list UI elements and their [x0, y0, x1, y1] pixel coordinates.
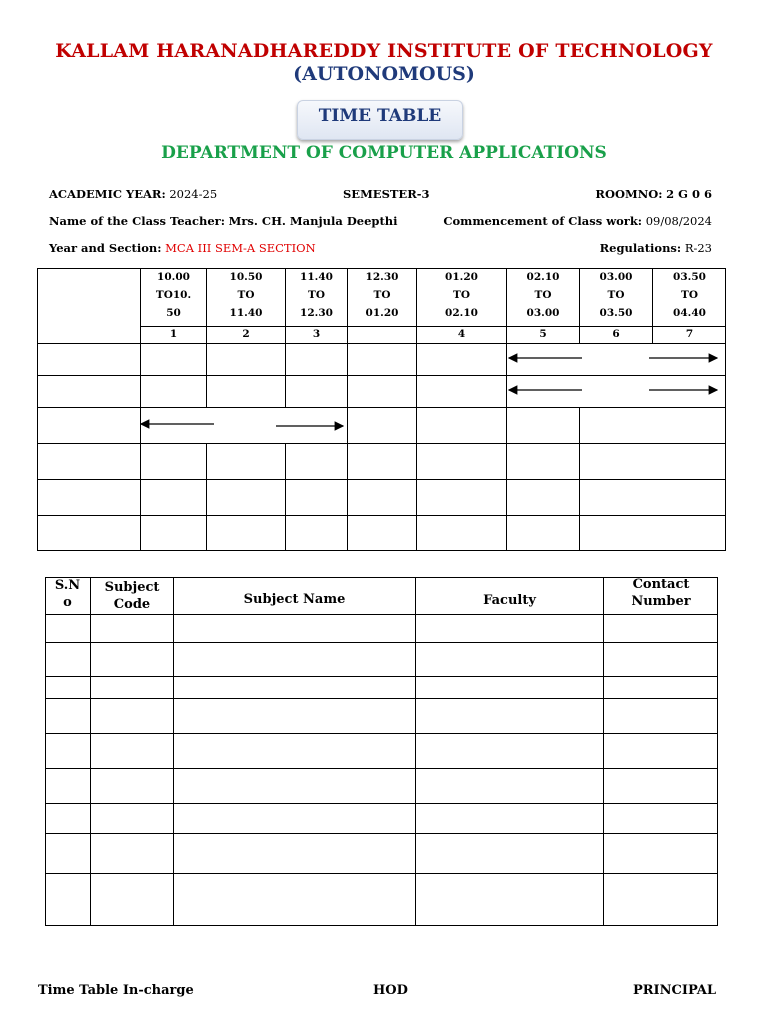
slot-to: TO10. — [155, 289, 192, 301]
slot-4-time — [417, 268, 506, 322]
slot-to: TO — [308, 289, 325, 301]
commencement-value: 09/08/2024 — [645, 214, 712, 228]
slot-1-time — [141, 268, 206, 322]
slot-7-time — [653, 268, 726, 322]
regulations — [600, 241, 712, 255]
slot-end: 11.40 — [229, 307, 263, 319]
slot-start: 12.30 — [365, 271, 399, 283]
regulations-label: Regulations: — [599, 241, 682, 255]
department-name: DEPARTMENT OF COMPUTER APPLICATIONS — [161, 143, 607, 163]
slot-to: TO — [453, 289, 470, 301]
slot-to: TO — [681, 289, 698, 301]
header-code-line1: Subject — [104, 580, 160, 595]
semester-value: SEMESTER-3 — [343, 187, 430, 201]
header-faculty: Faculty — [483, 593, 536, 608]
period-number-4: 4 — [457, 328, 466, 340]
slot-end: 03.00 — [526, 307, 560, 319]
commencement-label: Commencement of Class work: — [443, 214, 643, 228]
slot-end: 01.20 — [365, 307, 399, 319]
slot-end: 02.10 — [445, 307, 478, 319]
slot-to: TO — [607, 289, 625, 301]
class-teacher — [49, 214, 398, 228]
slot-lunch-time — [348, 268, 416, 322]
timetable-grid — [37, 268, 726, 551]
header-contact-line1: Contact — [632, 577, 690, 592]
slot-to: TO — [373, 289, 391, 301]
period-number-3: 3 — [312, 328, 321, 340]
slot-start: 03.00 — [599, 271, 633, 283]
slot-6-time — [580, 268, 652, 322]
slot-to: TO — [534, 289, 552, 301]
class-teacher-value: Mrs. CH. Manjula Deepthi — [228, 214, 398, 228]
class-teacher-label: Name of the Class Teacher: — [49, 214, 225, 228]
timetable-title-box: TIME TABLE — [297, 100, 463, 140]
academic-year-label: ACADEMIC YEAR: — [49, 187, 166, 201]
period-number-6: 6 — [612, 328, 620, 340]
header-sno-line1: S.N — [54, 578, 81, 593]
year-section-label: Year and Section: — [49, 241, 162, 255]
header-code-line2: Code — [113, 597, 151, 612]
period-number-1: 1 — [169, 328, 178, 340]
header-subject-name: Subject Name — [243, 592, 346, 607]
slot-start: 11.40 — [300, 271, 333, 283]
autonomous-label: (AUTONOMOUS) — [293, 63, 475, 85]
slot-start: 10.50 — [229, 271, 263, 283]
period-number-7: 7 — [685, 328, 694, 340]
slot-end: 03.50 — [599, 307, 633, 319]
institute-name: KALLAM HARANADHAREDDY INSTITUTE OF TECHNOLOGY — [55, 40, 713, 62]
header-sno — [45, 577, 90, 611]
semester — [343, 187, 430, 201]
room-number — [595, 187, 712, 201]
slot-start: 03.50 — [673, 271, 706, 283]
slot-end: 04.40 — [673, 307, 706, 319]
slot-end: 12.30 — [300, 307, 333, 319]
period-number-2: 2 — [242, 328, 250, 340]
year-section-value: MCA III SEM-A SECTION — [165, 241, 316, 255]
header-contact-line2: Number — [631, 594, 691, 609]
roomno-value: 2 G 0 6 — [666, 187, 712, 201]
period-number-5: 5 — [539, 328, 547, 340]
header-sno-line2: o — [63, 595, 72, 610]
slot-start: 02.10 — [526, 271, 560, 283]
roomno-label: ROOMNO: — [595, 187, 663, 201]
regulations-value: R-23 — [684, 241, 712, 255]
footer-hod: HOD — [373, 983, 408, 998]
commencement — [443, 214, 712, 228]
header-subject-code — [91, 579, 173, 613]
footer-timetable-incharge: Time Table In-charge — [38, 983, 194, 998]
slot-start: 01.20 — [445, 271, 478, 283]
slot-end: 50 — [166, 307, 181, 319]
slot-5-time — [507, 268, 579, 322]
slot-3-time — [286, 268, 347, 322]
academic-year-value: 2024-25 — [169, 187, 218, 201]
slot-2-time — [207, 268, 285, 322]
subject-table — [45, 577, 718, 926]
footer-principal: PRINCIPAL — [632, 983, 716, 998]
academic-year — [49, 187, 217, 201]
year-section — [49, 241, 316, 255]
subject-table-lines — [45, 577, 718, 926]
header-contact-number — [604, 576, 718, 610]
slot-start: 10.00 — [157, 271, 190, 283]
slot-to: TO — [237, 289, 255, 301]
